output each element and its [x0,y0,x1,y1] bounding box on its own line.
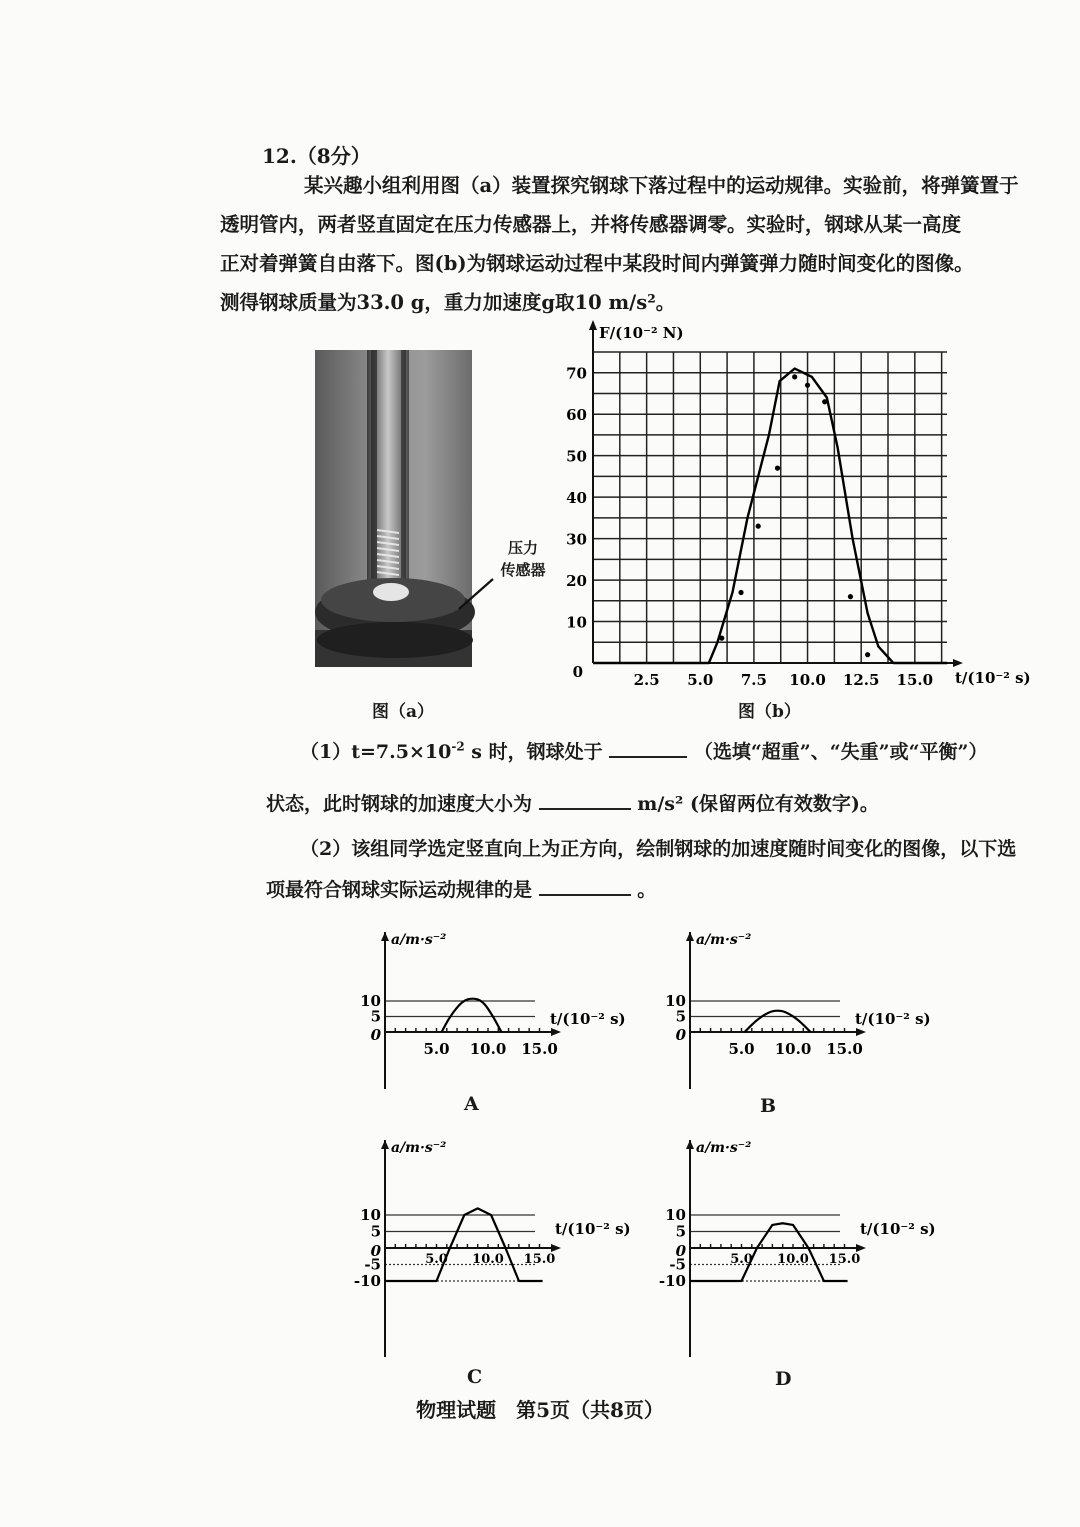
option-c-graph[interactable] [353,1132,631,1362]
y-tick-label: 50 [566,447,587,466]
acceleration-curve [442,999,502,1032]
option-d-graph[interactable] [658,1132,936,1362]
x-axis-arrow [953,659,963,667]
sub2-line-1: （2）该组同学选定竖直向上为正方向，绘制钢球的加速度随时间变化的图像，以下选 [300,838,1017,860]
y-tick-label: -10 [353,1272,381,1290]
force-time-chart [560,314,1031,689]
data-point [738,590,743,595]
y-tick-label: 5 [370,1222,381,1241]
option-b-graph[interactable] [665,924,935,1094]
x-axis-arrow [551,1244,561,1252]
y-tick-label: 0 [675,1242,686,1260]
answer-blank-acceleration[interactable] [539,788,631,810]
answer-blank-option[interactable] [539,874,631,896]
y-axis-arrow [686,1140,694,1149]
y-tick-label: 10 [360,1206,381,1224]
y-axis-label: a/m·s⁻² [696,1140,752,1156]
y-tick-label: 10 [566,613,587,632]
page-footer: 物理试题 第5页（共8页） [416,1398,664,1422]
intro-line-3: 正对着弹簧自由落下。图(b)为钢球运动过程中某段时间内弹簧弹力随时间变化的图像。 [220,252,974,275]
option-c-label: C [467,1366,483,1388]
y-axis-arrow [589,320,597,330]
intro-line-1: 某兴趣小组利用图（a）装置探究钢球下落过程中的运动规律。实验前，将弹簧置于 [304,174,1019,197]
apparatus-photo [315,350,472,667]
y-tick-label: 0 [675,1026,686,1044]
x-tick-label: 5.0 [728,1040,755,1058]
sub2-line2-prefix: 项最符合钢球实际运动规律的是 [266,879,533,901]
y-tick-label: 40 [566,489,587,508]
x-tick-label: 15.0 [826,1040,863,1058]
y-tick-label: 10 [665,1206,686,1224]
x-tick-label: 15.0 [521,1040,558,1058]
x-axis-arrow [856,1244,866,1252]
y-axis-label: a/m·s⁻² [391,932,447,948]
x-tick-label: 5.0 [730,1252,753,1267]
x-tick-label: 12.5 [842,671,880,689]
x-axis-label: t/(10⁻² s) [860,1220,936,1238]
figure-a-caption: 图（a） [372,702,435,722]
sub2-line-2 [266,874,656,902]
intro-line-2: 透明管内，两者竖直固定在压力传感器上，并将传感器调零。实验时，钢球从某一高度 [220,213,962,236]
x-tick-label: 15.0 [523,1252,556,1267]
x-tick-label: 10.0 [472,1252,504,1267]
data-point [805,383,810,388]
sensor-label-line-2: 传感器 [500,561,546,579]
y-axis-label: a/m·s⁻² [391,1140,447,1156]
sub2-line2-suffix: 。 [637,879,657,901]
option-a-label: A [464,1093,479,1115]
sub1-line-1 [300,736,987,764]
option-a-graph[interactable] [360,924,630,1094]
data-point [848,594,853,599]
x-tick-label: 5.0 [687,671,714,689]
y-axis-label: F/(10⁻² N) [599,324,684,342]
y-tick-label: 0 [370,1026,381,1044]
sensor-label [494,537,552,581]
x-axis-arrow [856,1028,866,1036]
x-tick-label: 10.0 [469,1040,507,1058]
y-tick-label: 70 [566,364,587,383]
y-tick-label: 5 [370,1007,381,1026]
sensor-label-line-1: 压力 [507,539,538,557]
intro-line-4: 测得钢球质量为33.0 g，重力加速度g取10 m/s²。 [220,291,676,314]
data-point [775,466,780,471]
data-point [719,636,724,641]
data-point [792,374,797,379]
sub1-suffix: （选填“超重”、“失重”或“平衡”） [693,741,988,763]
y-tick-label: -10 [658,1272,686,1290]
x-axis-label: t/(10⁻² s) [550,1010,626,1028]
y-tick-label: 30 [566,530,587,549]
x-tick-label: 10.0 [789,671,826,689]
sensor-pointer-line [455,575,495,615]
question-number: 12.（8分） [262,144,371,168]
y-axis-arrow [381,1140,389,1149]
y-axis-arrow [686,932,694,941]
x-tick-label: 15.0 [896,671,934,689]
x-tick-label: 15.0 [828,1252,861,1267]
data-point [865,652,870,657]
x-tick-label: 2.5 [633,671,660,689]
data-point [756,524,761,529]
y-tick-label: 10 [360,992,381,1010]
y-tick-label: 0 [370,1242,381,1260]
x-axis-label: t/(10⁻² s) [955,669,1031,687]
y-tick-label: 10 [665,992,686,1010]
sub1-line-2 [266,788,879,816]
sub1-prefix: （1）t=7.5×10 [300,741,452,763]
y-axis-label: a/m·s⁻² [696,932,752,948]
x-tick-label: 7.5 [740,671,767,689]
x-tick-label: 10.0 [777,1252,809,1267]
y-tick-label: 5 [675,1222,686,1241]
answer-blank-state[interactable] [609,736,687,758]
x-axis-label: t/(10⁻² s) [555,1220,631,1238]
y-axis-arrow [381,932,389,941]
option-b-label: B [760,1095,777,1117]
x-tick-label: 10.0 [774,1040,812,1058]
sub1-mid: s 时，钢球处于 [464,741,603,763]
sub1-exponent: -2 [451,739,465,754]
figure-b-caption: 图（b） [738,702,801,722]
x-axis-arrow [551,1028,561,1036]
y-tick-label: 60 [566,406,587,425]
sub1-line2-suffix: m/s² (保留两位有效数字)。 [637,793,879,815]
x-axis-label: t/(10⁻² s) [855,1010,931,1028]
option-d-label: D [775,1368,792,1390]
data-point [822,399,827,404]
x-tick-label: 5.0 [425,1252,448,1267]
sub1-line2-prefix: 状态，此时钢球的加速度大小为 [266,793,533,815]
x-tick-label: 5.0 [423,1040,450,1058]
acceleration-curve [745,1011,811,1032]
y-tick-label: 20 [566,572,587,591]
y-tick-label: -5 [364,1255,381,1274]
y-tick-label: -5 [669,1255,686,1274]
y-tick-label: 5 [675,1007,686,1026]
question-intro [220,166,1062,322]
y-tick-label: 0 [572,663,583,681]
